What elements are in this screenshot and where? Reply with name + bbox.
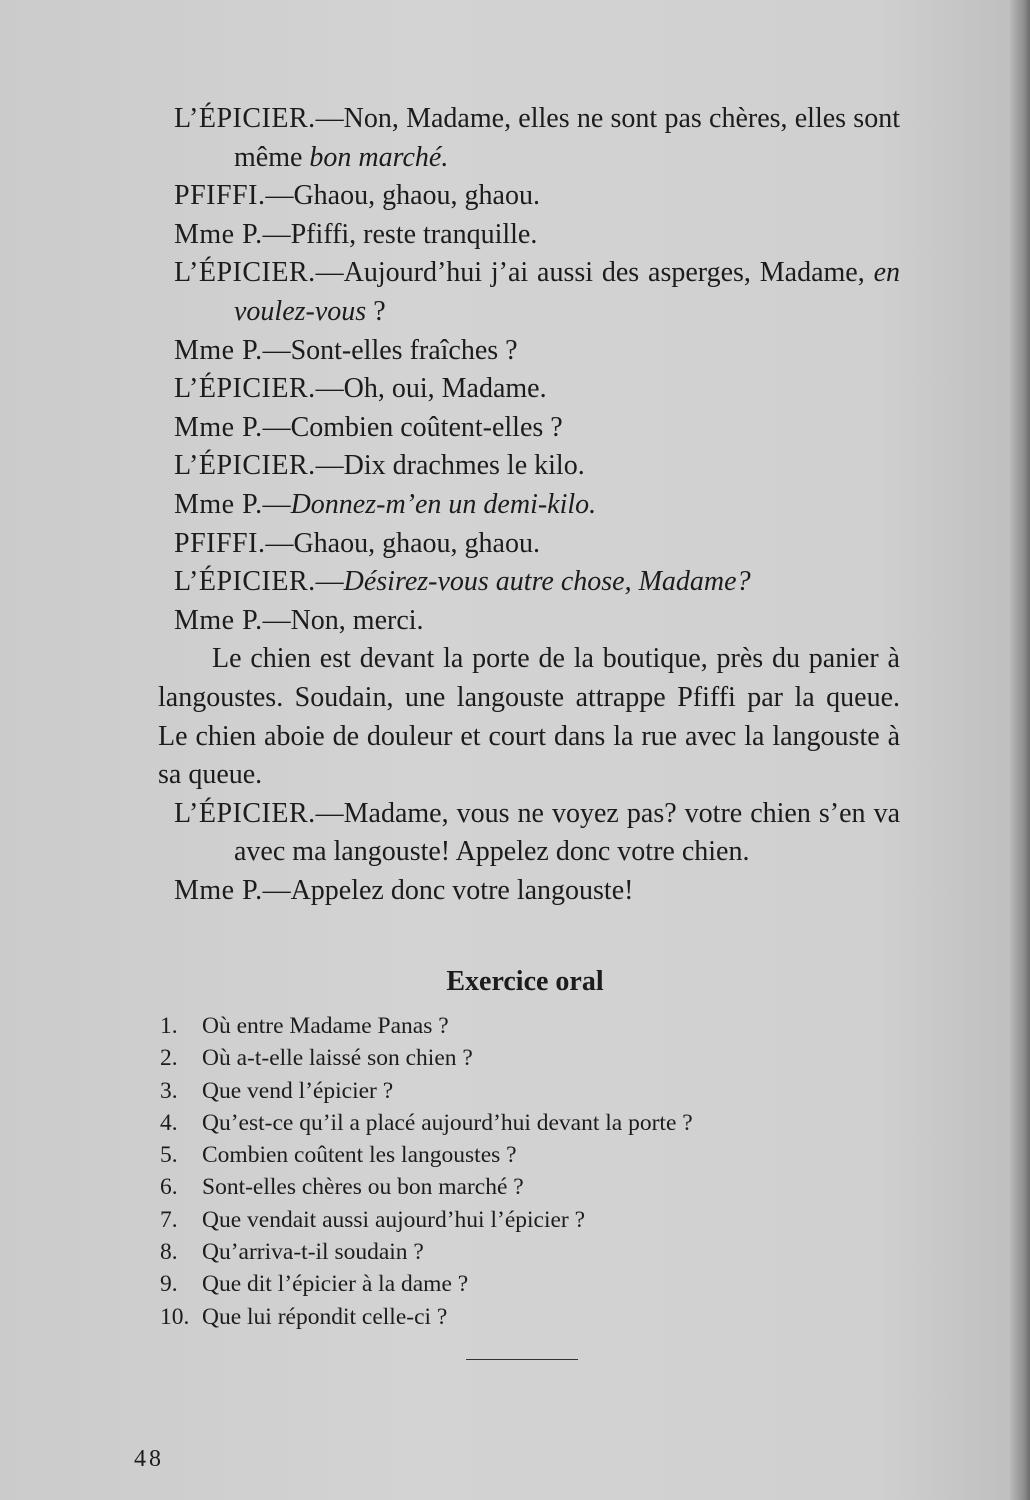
question-item [160, 1204, 900, 1236]
page-number: 48 [134, 1446, 164, 1472]
line-text: —Combien coûtent-elles ? [262, 411, 563, 443]
question-number: 5. [160, 1142, 178, 1169]
line-text: —Appelez donc votre langouste! [262, 874, 634, 906]
question-item [160, 1268, 900, 1300]
question-text: Que dit l’épicier à la dame ? [202, 1271, 469, 1298]
question-item [160, 1107, 900, 1139]
exercise-title: Exercice oral [446, 966, 604, 997]
question-text: Qu’arriva-t-il soudain ? [202, 1239, 424, 1266]
question-number: 4. [160, 1109, 178, 1136]
dialogue-line [158, 370, 900, 409]
speaker: PFIFFI. [174, 180, 266, 212]
speaker: PFIFFI. [174, 527, 266, 559]
speaker: Mme P. [174, 218, 263, 250]
line-text: —Ghaou, ghaou, ghaou. [265, 527, 540, 559]
dialogue-line [158, 254, 900, 331]
speaker: Mme P. [174, 604, 263, 636]
question-item [160, 1042, 900, 1074]
line-text: —Sont-elles fraîches ? [262, 334, 518, 366]
dialogue-line [158, 216, 900, 255]
dialogue-block [158, 100, 900, 910]
dialogue-line [158, 872, 900, 911]
line-text: —Non, merci. [262, 604, 424, 636]
question-text: Qu’est-ce qu’il a placé aujourd’hui devant la porte ? [202, 1109, 693, 1136]
question-text: Combien coûtent les langoustes ? [202, 1142, 517, 1169]
speaker: Mme P. [174, 874, 263, 906]
line-italic: bon marché. [309, 141, 449, 173]
question-item [160, 1301, 900, 1333]
question-number: 7. [160, 1206, 178, 1233]
line-text: —Pfiffi, reste tranquille. [262, 218, 538, 250]
question-number: 2. [160, 1045, 178, 1072]
question-number: 1. [160, 1013, 178, 1039]
question-text: Que vendait aussi aujourd’hui l’épicier ? [202, 1206, 586, 1233]
speaker: L’ÉPICIER. [174, 797, 316, 829]
line-text: —Ghaou, ghaou, ghaou. [265, 180, 540, 212]
question-number: 3. [160, 1077, 178, 1104]
dialogue-line [158, 332, 900, 371]
line-text: —Oh, oui, Madame. [315, 373, 547, 405]
speaker: L’ÉPICIER. [174, 257, 316, 289]
speaker: L’ÉPICIER. [174, 373, 316, 405]
dialogue-line [158, 602, 900, 641]
question-item [160, 1010, 900, 1042]
line-italic: en voulez-vous [234, 257, 900, 327]
speaker: L’ÉPICIER. [174, 103, 316, 134]
question-text: Sont-elles chères ou bon marché ? [202, 1174, 524, 1201]
question-number: 10. [160, 1303, 190, 1330]
dialogue-line [158, 100, 900, 177]
speaker: Mme P. [174, 411, 263, 443]
narration-paragraph: Le chien est devant la porte de la boutique, près du panier à langoustes. Soudain, une langouste attrappe Pfiffi par la queue. Le chien aboie de douleur et court dans la rue avec la langouste à sa queue. [158, 643, 900, 791]
speaker: Mme P. [174, 334, 263, 366]
line-text: —Non, Madame, elles ne sont pas chères, elles sont même [234, 103, 900, 173]
dialogue-line [158, 525, 900, 564]
dialogue-line [158, 563, 900, 602]
line-text: —Madame, vous ne voyez pas? votre chien s’en va avec ma langouste! Appelez donc votre chien. [234, 797, 900, 868]
line-italic: Désirez-vous autre chose, Madame? [343, 566, 751, 598]
question-text: Où entre Madame Panas ? [202, 1013, 449, 1039]
line-text: —Dix drachmes le kilo. [315, 450, 585, 482]
dialogue-line [158, 447, 900, 486]
dialogue-line [158, 177, 900, 216]
question-number: 9. [160, 1271, 178, 1298]
question-item [160, 1139, 900, 1171]
question-list [160, 1010, 900, 1333]
speaker: Mme P. [174, 488, 263, 520]
question-item [160, 1236, 900, 1268]
line-text: — [262, 488, 291, 520]
line-after: ? [366, 295, 386, 327]
question-item [160, 1171, 900, 1203]
dialogue-line [158, 409, 900, 448]
line-text: — [315, 566, 344, 598]
line-text: —Aujourd’hui j’ai aussi des asperges, Madame, [315, 257, 874, 289]
dialogue-line [158, 795, 900, 872]
page-edge [1010, 0, 1030, 1500]
question-number: 6. [160, 1174, 178, 1201]
line-italic: Donnez-m’en un demi-kilo. [290, 488, 597, 520]
question-text: Que lui répondit celle-ci ? [202, 1303, 448, 1330]
question-item [160, 1075, 900, 1107]
question-number: 8. [160, 1239, 178, 1266]
speaker: L’ÉPICIER. [174, 566, 316, 598]
dialogue-line [158, 486, 900, 525]
speaker: L’ÉPICIER. [174, 450, 316, 482]
section-rule [466, 1359, 578, 1360]
question-text: Que vend l’épicier ? [202, 1077, 394, 1104]
question-text: Où a-t-elle laissé son chien ? [202, 1045, 473, 1072]
